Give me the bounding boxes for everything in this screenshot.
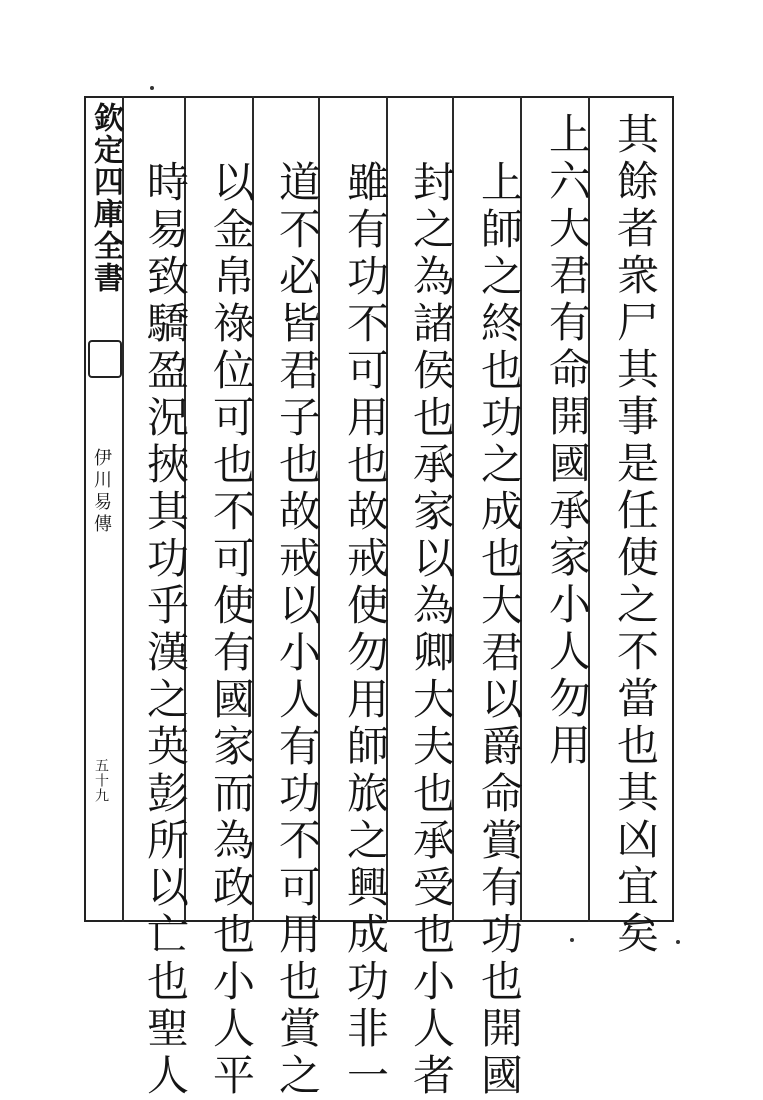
ink-speck [150, 86, 154, 90]
text-column-3: 上師之終也功之成也大君以爵命賞有功也開國 [475, 160, 524, 1100]
chapter-title: 伊川易傳 [91, 448, 112, 536]
ink-speck [676, 940, 680, 944]
ink-speck [570, 938, 574, 942]
text-column-2: 上六大君有命開國承家小人勿用 [543, 112, 592, 770]
page-number: 五十九 [93, 758, 109, 803]
text-column-1: 其餘者衆尸其事是任使之不當也其凶宜矣 [611, 112, 660, 958]
text-column-8: 時易致驕盈況挾其功乎漢之英彭所以亡也聖人 [141, 160, 190, 1100]
fishtail-mark [88, 340, 122, 378]
text-column-4: 封之為諸侯也承家以為卿大夫也承受也小人者 [407, 160, 456, 1100]
book-title: 欽定四庫全書 [88, 102, 123, 294]
text-column-6: 道不必皆君子也故戒以小人有功不可用也賞之 [273, 160, 322, 1100]
text-column-5: 雖有功不可用也故戒使勿用師旅之興成功非一 [341, 160, 390, 1100]
text-column-7: 以金帛祿位可也不可使有國家而為政也小人平 [207, 160, 256, 1100]
